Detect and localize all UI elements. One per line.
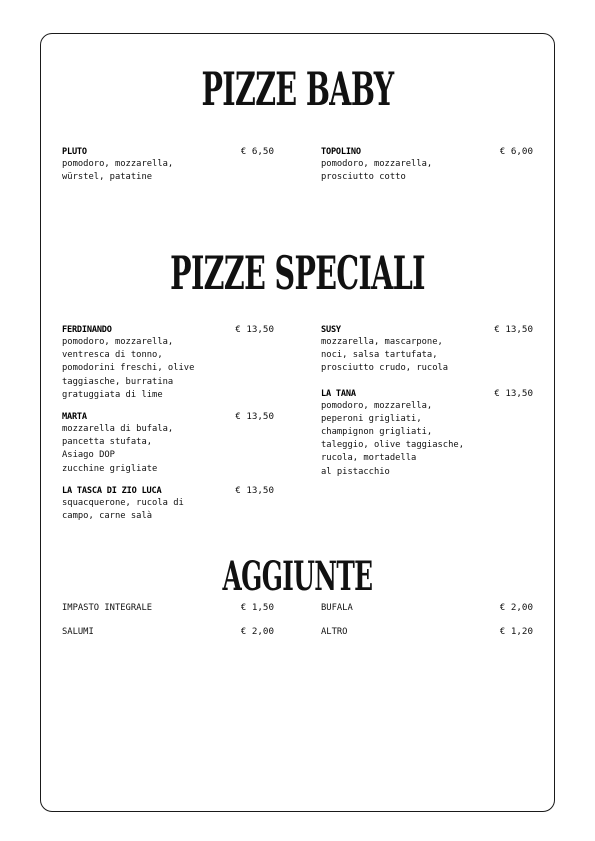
item-name: LA TASCA DI ZIO LUCA xyxy=(62,485,162,496)
addon-item xyxy=(62,602,274,613)
item-description: pomodoro, mozzarella, würstel, patatine xyxy=(62,159,174,183)
item-description: squacquerone, rucola di campo, carne salà xyxy=(62,497,184,522)
aggiunte-left-column xyxy=(62,602,274,650)
baby-left-column xyxy=(62,146,274,193)
menu-item xyxy=(62,485,274,523)
item-description: pomodoro, mozzarella, prosciutto cotto xyxy=(321,159,433,183)
addon-name: IMPASTO INTEGRALE xyxy=(62,603,153,613)
section-title-pizze-speciali: PIZZE SPECIALI xyxy=(170,246,425,300)
addon-item xyxy=(321,626,533,637)
addon-price: € 1,20 xyxy=(499,626,533,637)
speciali-right-column xyxy=(321,324,533,488)
item-description: pomodoro, mozzarella, ventresca di tonno, pomodorini freschi, olive taggiasche, burratina gratuggiata di lime xyxy=(62,337,195,400)
speciali-left-column xyxy=(62,324,274,532)
item-price: € 13,50 xyxy=(494,324,533,335)
menu-item xyxy=(321,146,533,184)
item-price: € 13,50 xyxy=(235,324,274,335)
menu-item xyxy=(62,146,274,184)
item-description: mozzarella di bufala, pancetta stufata, Asiago DOP zucchine grigliate xyxy=(62,424,174,474)
addon-price: € 2,00 xyxy=(499,602,533,613)
item-price: € 6,00 xyxy=(499,146,533,157)
item-name: SUSY xyxy=(321,325,341,335)
item-price: € 6,50 xyxy=(240,146,274,157)
menu-item xyxy=(62,324,274,402)
item-name: TOPOLINO xyxy=(321,147,361,157)
menu-item xyxy=(62,411,274,476)
addon-price: € 2,00 xyxy=(240,626,274,637)
item-price: € 13,50 xyxy=(494,387,533,399)
aggiunte-right-column xyxy=(321,602,533,650)
addon-name: SALUMI xyxy=(62,627,94,637)
baby-right-column xyxy=(321,146,533,193)
addon-price: € 1,50 xyxy=(240,602,274,613)
item-name: MARTA xyxy=(62,412,87,423)
item-price: € 13,50 xyxy=(235,411,274,423)
addon-name: ALTRO xyxy=(321,627,348,637)
item-name: FERDINANDO xyxy=(62,325,112,335)
menu-item xyxy=(321,324,533,376)
section-title-aggiunte: AGGIUNTE xyxy=(222,553,373,600)
item-description: mozzarella, mascarpone, noci, salsa tartufata, prosciutto crudo, rucola xyxy=(321,337,449,374)
item-name: LA TANA xyxy=(321,388,356,399)
addon-item xyxy=(321,602,533,613)
section-title-pizze-baby: PIZZE BABY xyxy=(201,62,394,116)
menu-item xyxy=(321,388,533,479)
item-name: PLUTO xyxy=(62,147,87,157)
addon-name: BUFALA xyxy=(321,603,353,613)
addon-item xyxy=(62,626,274,637)
item-price: € 13,50 xyxy=(235,484,274,496)
item-description: pomodoro, mozzarella, peperoni grigliati, champignon grigliati, taleggio, olive taggiasche, rucola, mortadella al pistacchio xyxy=(321,400,464,477)
